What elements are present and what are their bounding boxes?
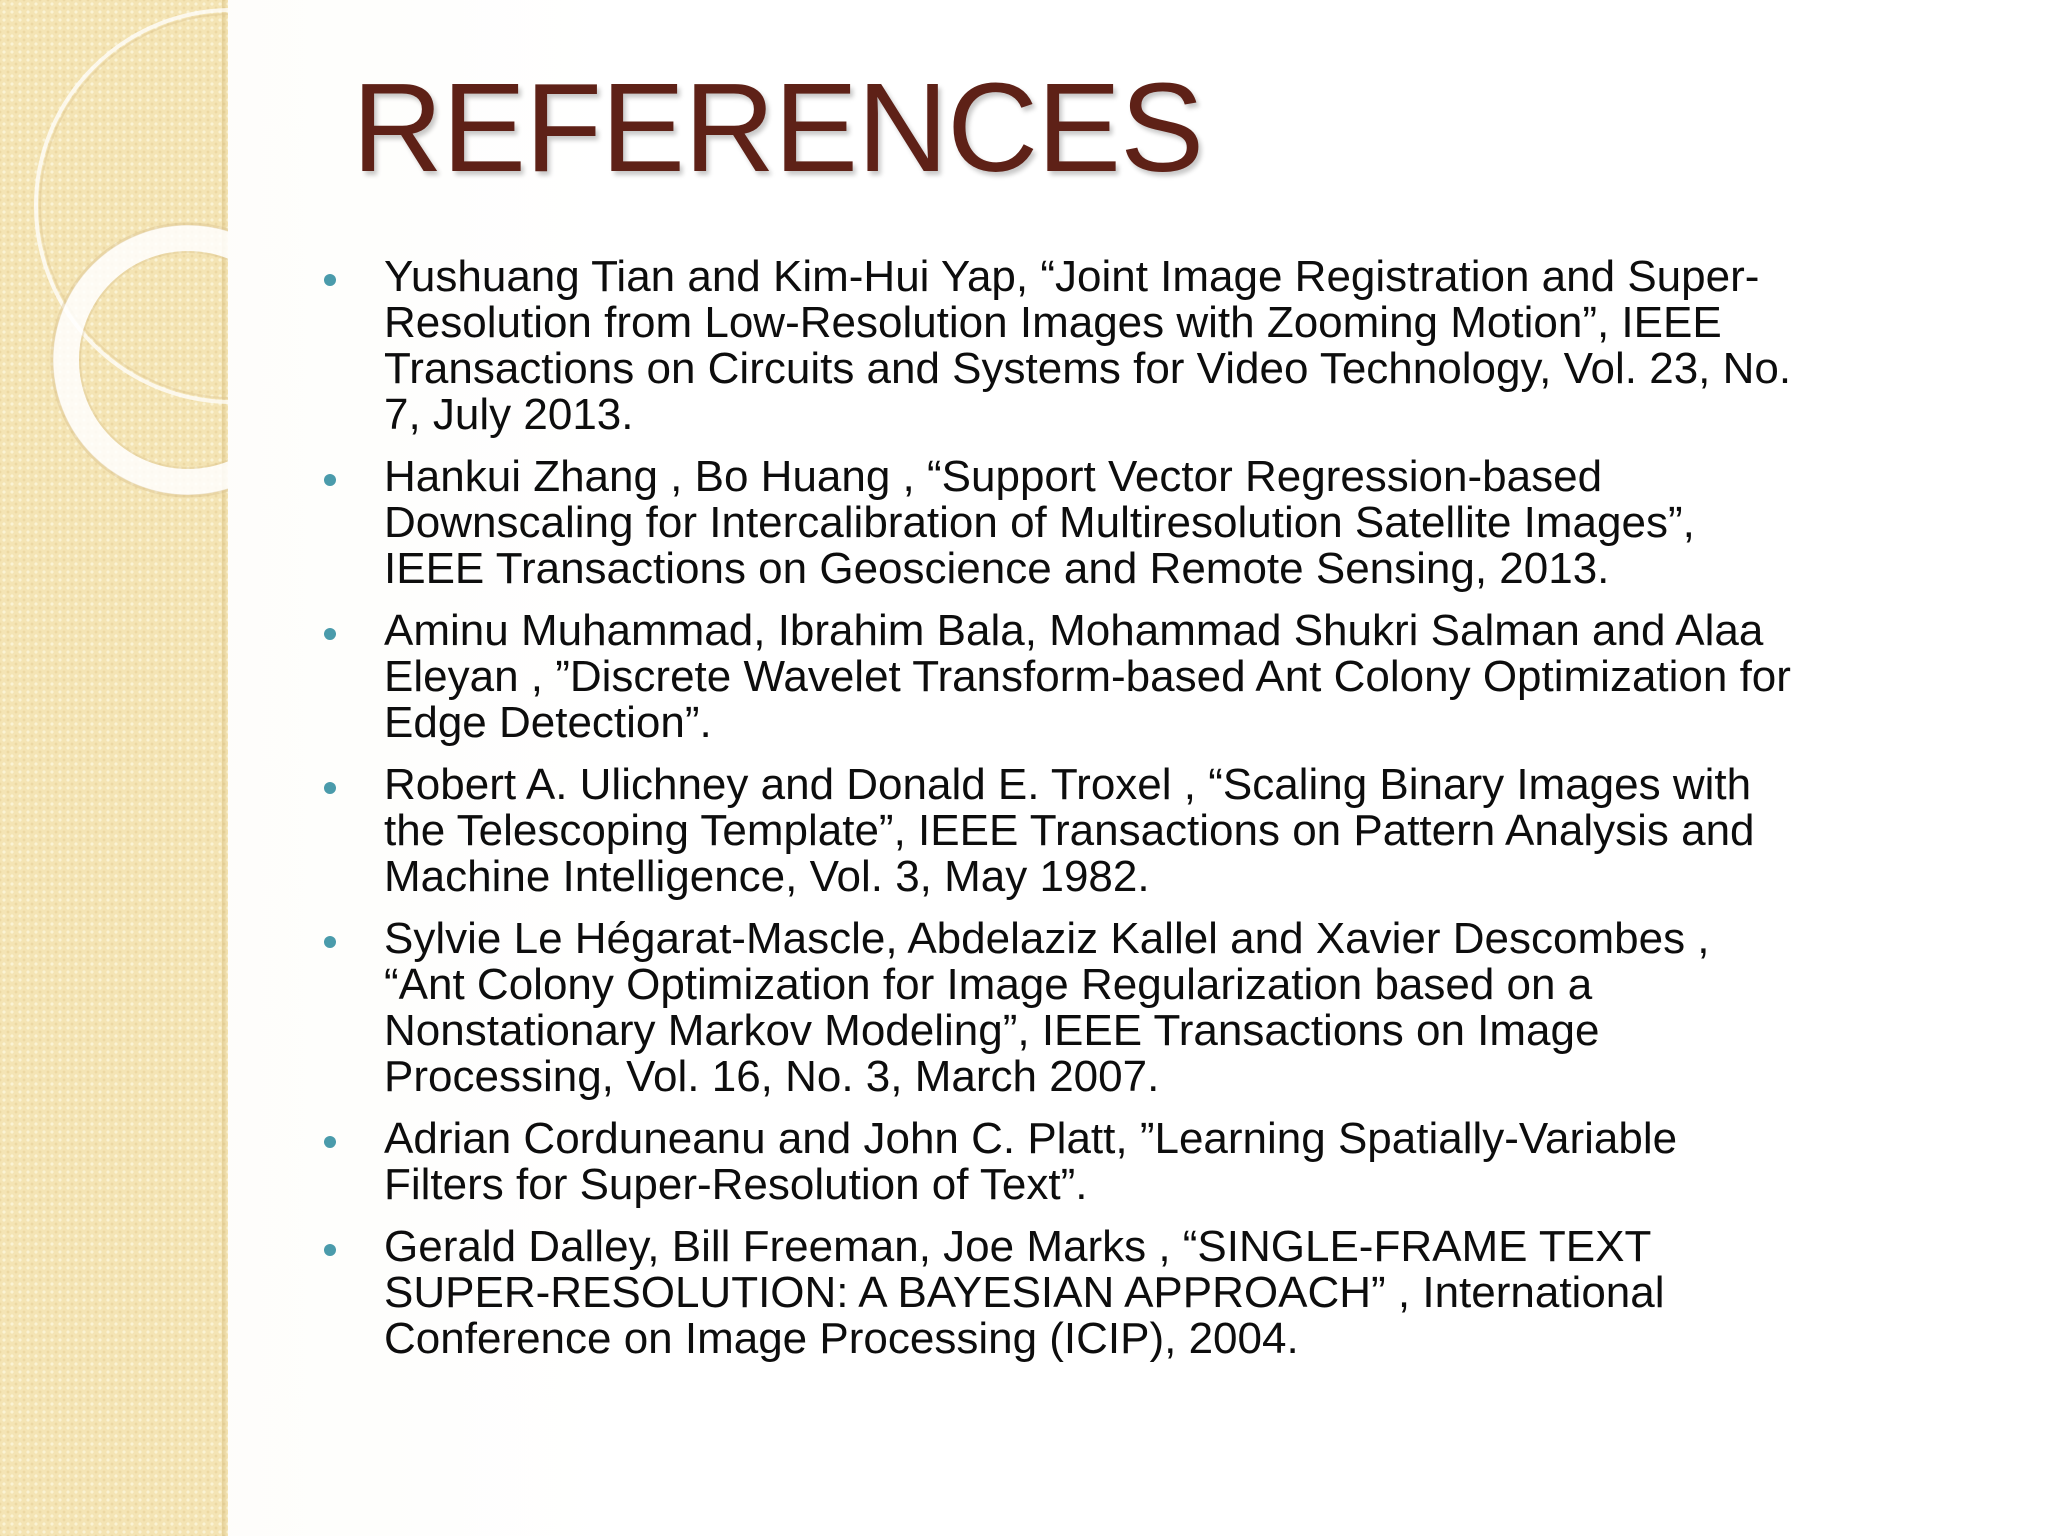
list-item <box>318 916 1998 1100</box>
bullet-icon <box>324 782 336 794</box>
list-item <box>318 254 1998 438</box>
bullet-icon <box>324 274 336 286</box>
decorative-rings <box>0 0 228 520</box>
bullet-icon <box>324 628 336 640</box>
list-item <box>318 454 1998 592</box>
page-title: REFERENCES <box>352 57 1204 198</box>
list-item <box>318 608 1998 746</box>
list-item <box>318 1224 1998 1362</box>
references-list <box>318 254 1998 1378</box>
reference-text: Aminu Muhammad, Ibrahim Bala, Mohammad Shukri Salman and Alaa Eleyan , ”Discrete Wavelet Transform-based Ant Colony Optimization for Edge Detection”. <box>384 606 1791 747</box>
reference-text: Yushuang Tian and Kim-Hui Yap, “Joint Image Registration and Super- Resolution from Low-Resolution Images with Zooming Motion”, IEEE Transactions on Circuits and Systems for Video Technology, Vol. 23, No. 7, July 2013. <box>384 252 1792 439</box>
bullet-icon <box>324 936 336 948</box>
list-item <box>318 762 1998 900</box>
reference-text: Sylvie Le Hégarat-Mascle, Abdelaziz Kallel and Xavier Descombes , “Ant Colony Optimization for Image Regularization based on a Nonstationary Markov Modeling”, IEEE Transactions on Image Processing, Vol. 16, No. 3, March 2007. <box>384 914 1710 1101</box>
bullet-icon <box>324 1244 336 1256</box>
bullet-icon <box>324 474 336 486</box>
reference-text: Gerald Dalley, Bill Freeman, Joe Marks , “SINGLE-FRAME TEXT SUPER-RESOLUTION: A BAYESIAN APPROACH” , International Conference on Image Processing (ICIP), 2004. <box>384 1222 1665 1363</box>
list-item <box>318 1116 1998 1208</box>
reference-text: Adrian Corduneanu and John C. Platt, ”Learning Spatially-Variable Filters for Super-Resolution of Text”. <box>384 1114 1678 1209</box>
reference-text: Hankui Zhang , Bo Huang , “Support Vector Regression-based Downscaling for Intercalibration of Multiresolution Satellite Images”, IEEE Transactions on Geoscience and Remote Sensing, 2013. <box>384 452 1695 593</box>
bullet-icon <box>324 1136 336 1148</box>
reference-text: Robert A. Ulichney and Donald E. Troxel , “Scaling Binary Images with the Telescoping Template”, IEEE Transactions on Pattern Analysis and Machine Intelligence, Vol. 3, May 1982. <box>384 760 1755 901</box>
